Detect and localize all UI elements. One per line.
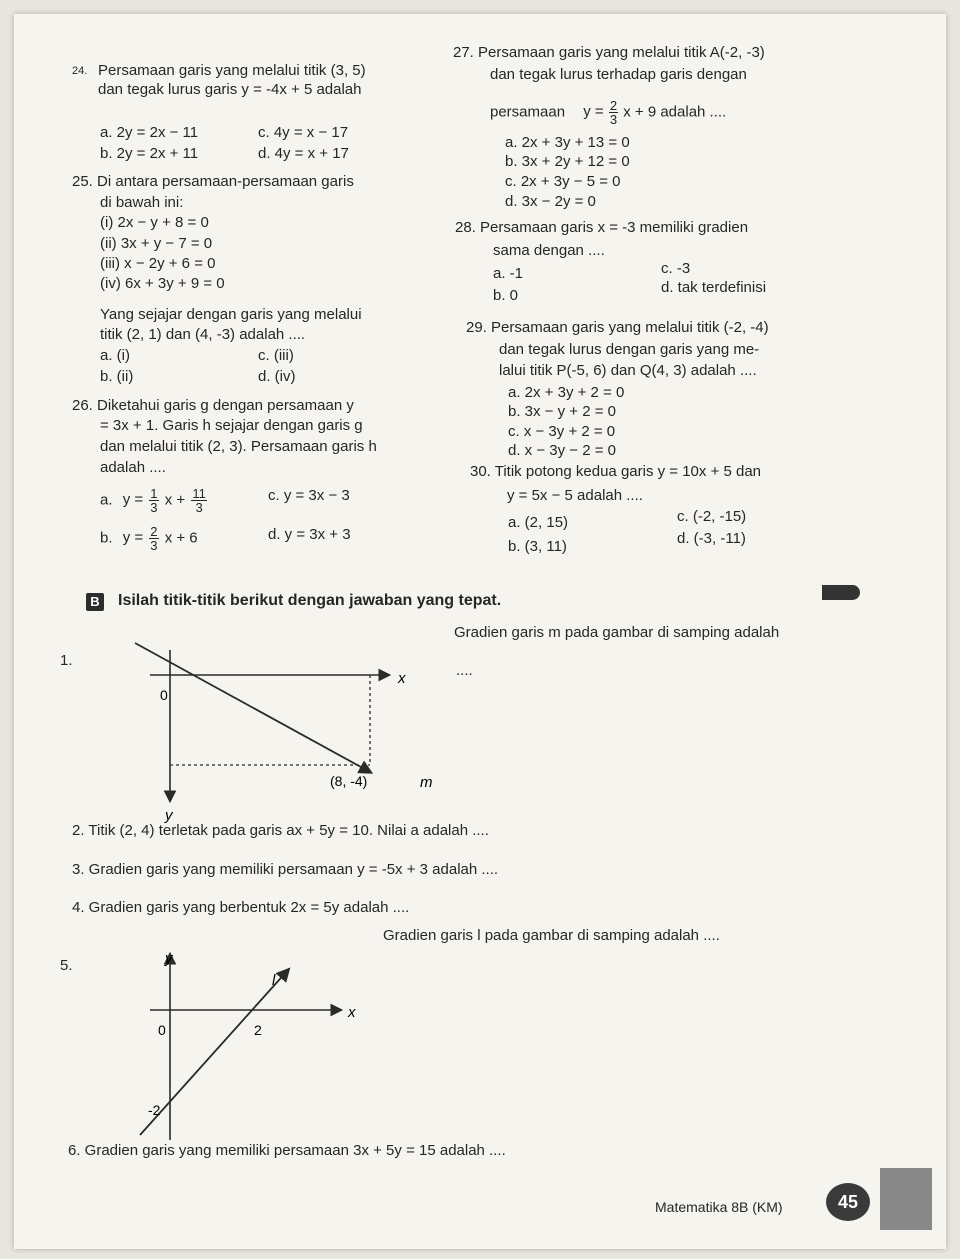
option-d: d. 3x − 2y = 0 — [505, 193, 596, 210]
option-a: a. -1 — [493, 265, 524, 282]
question-text: 27. Persamaan garis yang melalui titik A(-2, -3) — [453, 44, 765, 61]
question-text: 25. Di antara persamaan-persamaan garis — [72, 173, 354, 190]
option-b: b. 0 — [493, 287, 519, 304]
line-l — [140, 970, 288, 1135]
question-text: sama dengan .... — [493, 242, 605, 259]
option-d: d. y = 3x + 3 — [268, 526, 351, 543]
question-text: 29. Persamaan garis yang melalui titik (-2, -4) — [466, 319, 769, 336]
option-b: b. y = $\frac{2}{3}$ x + 6 — [100, 524, 198, 553]
x-tick-label: 2 — [254, 1022, 262, 1038]
option-a: a. (i) — [100, 347, 130, 364]
option-c: c. 2x + 3y − 5 = 0 — [505, 173, 621, 190]
option-b: b. (3, 11) — [508, 538, 567, 555]
answer-blank: .... — [456, 662, 473, 679]
question-text: dan melalui titik (2, 3). Persamaan garis h — [100, 438, 377, 455]
section-b-badge: B — [86, 593, 104, 611]
question-text: persamaan y = $\frac{2}{3}$ x + 9 adalah .... — [490, 98, 727, 127]
y-axis-label: y — [165, 807, 173, 824]
option-d: d. 4y = x + 17 — [258, 145, 349, 162]
option-a: a. (2, 15) — [508, 514, 569, 531]
option-b: b. 3x + 2y + 12 = 0 — [505, 153, 630, 170]
statement-ii: (ii) 3x + y − 7 = 0 — [100, 235, 213, 252]
question-text: Yang sejajar dengan garis yang melalui — [100, 306, 362, 323]
question-number: 1. — [60, 652, 73, 669]
question-text: Persamaan garis yang melalui titik (3, 5) — [98, 62, 366, 79]
option-c: c. (-2, -15) — [677, 508, 747, 525]
option-c: c. (iii) — [258, 347, 294, 364]
question-text: = 3x + 1. Garis h sejajar dengan garis g — [100, 417, 363, 434]
option-a: a. 2x + 3y + 2 = 0 — [508, 384, 625, 401]
question-text: Gradien garis m pada gambar di samping adalah — [454, 624, 780, 641]
origin-label: 0 — [158, 1022, 166, 1038]
fraction: $\frac{1}{3}$ — [150, 486, 158, 515]
x-axis-label: x — [348, 1004, 356, 1021]
statement-iv: (iv) 6x + 3y + 9 = 0 — [100, 275, 225, 292]
section-b-title: Isilah titik-titik berikut dengan jawaban yang tepat. — [118, 592, 502, 609]
question-text: dan tegak lurus garis y = -4x + 5 adalah — [98, 81, 362, 98]
x-axis-label: x — [398, 670, 406, 687]
question-6: 6. Gradien garis yang memiliki persamaan 3x + 5y = 15 adalah .... — [68, 1142, 506, 1159]
point-label: (8, -4) — [330, 773, 368, 789]
option-c: c. -3 — [661, 260, 691, 277]
question-number-24: 24. — [72, 65, 88, 77]
question-text: y = 5x − 5 adalah .... — [507, 487, 643, 504]
y-axis-label: y — [165, 950, 173, 967]
question-3: 3. Gradien garis yang memiliki persamaan y = -5x + 3 adalah .... — [72, 861, 499, 878]
option-a: a. 2y = 2x − 11 — [100, 124, 199, 141]
question-4: 4. Gradien garis yang berbentuk 2x = 5y adalah .... — [72, 899, 410, 916]
question-number: 5. — [60, 957, 73, 974]
question-text: 30. Titik potong kedua garis y = 10x + 5 dan — [470, 463, 762, 480]
question-text: 28. Persamaan garis x = -3 memiliki gradien — [455, 219, 749, 236]
option-a: a. 2x + 3y + 13 = 0 — [505, 134, 630, 151]
fraction: $\frac{2}{3}$ — [609, 98, 618, 127]
question-text: dan tegak lurus dengan garis yang me- — [499, 341, 760, 358]
fraction: $\frac{2}{3}$ — [150, 524, 158, 553]
question-text: Gradien garis l pada gambar di samping adalah .... — [383, 927, 720, 944]
y-tick-label: -2 — [148, 1102, 161, 1118]
option-c: c. 4y = x − 17 — [258, 124, 349, 141]
option-c: c. y = 3x − 3 — [268, 487, 350, 504]
line-label: m — [420, 774, 433, 791]
option-d: d. x − 3y − 2 = 0 — [508, 442, 616, 459]
fraction: $\frac{11}{3}$ — [192, 486, 206, 515]
graph-line-l — [120, 945, 360, 1145]
graph-line-m — [120, 640, 440, 825]
question-text: dan tegak lurus terhadap garis dengan — [490, 66, 747, 83]
question-text: titik (2, 1) dan (4, -3) adalah .... — [100, 326, 306, 343]
question-text: 26. Diketahui garis g dengan persamaan y — [72, 397, 354, 414]
option-b: b. 2y = 2x + 11 — [100, 145, 199, 162]
page-edge-tab — [880, 1168, 932, 1230]
question-2: 2. Titik (2, 4) terletak pada garis ax + 5y = 10. Nilai a adalah .... — [72, 822, 489, 839]
book-title: Matematika 8B (KM) — [655, 1199, 783, 1215]
question-text: adalah .... — [100, 459, 166, 476]
section-tab — [822, 585, 860, 600]
option-b: b. 3x − y + 2 = 0 — [508, 403, 616, 420]
origin-label: 0 — [160, 687, 168, 703]
option-d: d. (iv) — [258, 368, 296, 385]
option-b: b. (ii) — [100, 368, 134, 385]
statement-i: (i) 2x − y + 8 = 0 — [100, 214, 209, 231]
option-c: c. x − 3y + 2 = 0 — [508, 423, 616, 440]
statement-iii: (iii) x − 2y + 6 = 0 — [100, 255, 216, 272]
line-label: l — [272, 972, 276, 989]
question-text: lalui titik P(-5, 6) dan Q(4, 3) adalah .... — [499, 362, 757, 379]
question-text: di bawah ini: — [100, 194, 184, 211]
option-d: d. (-3, -11) — [677, 530, 746, 547]
page-number: 45 — [826, 1183, 870, 1221]
option-d: d. tak terdefinisi — [661, 279, 767, 296]
option-a: a. y = $\frac{1}{3}$ x + $\frac{11}{3}$ — [100, 486, 206, 515]
